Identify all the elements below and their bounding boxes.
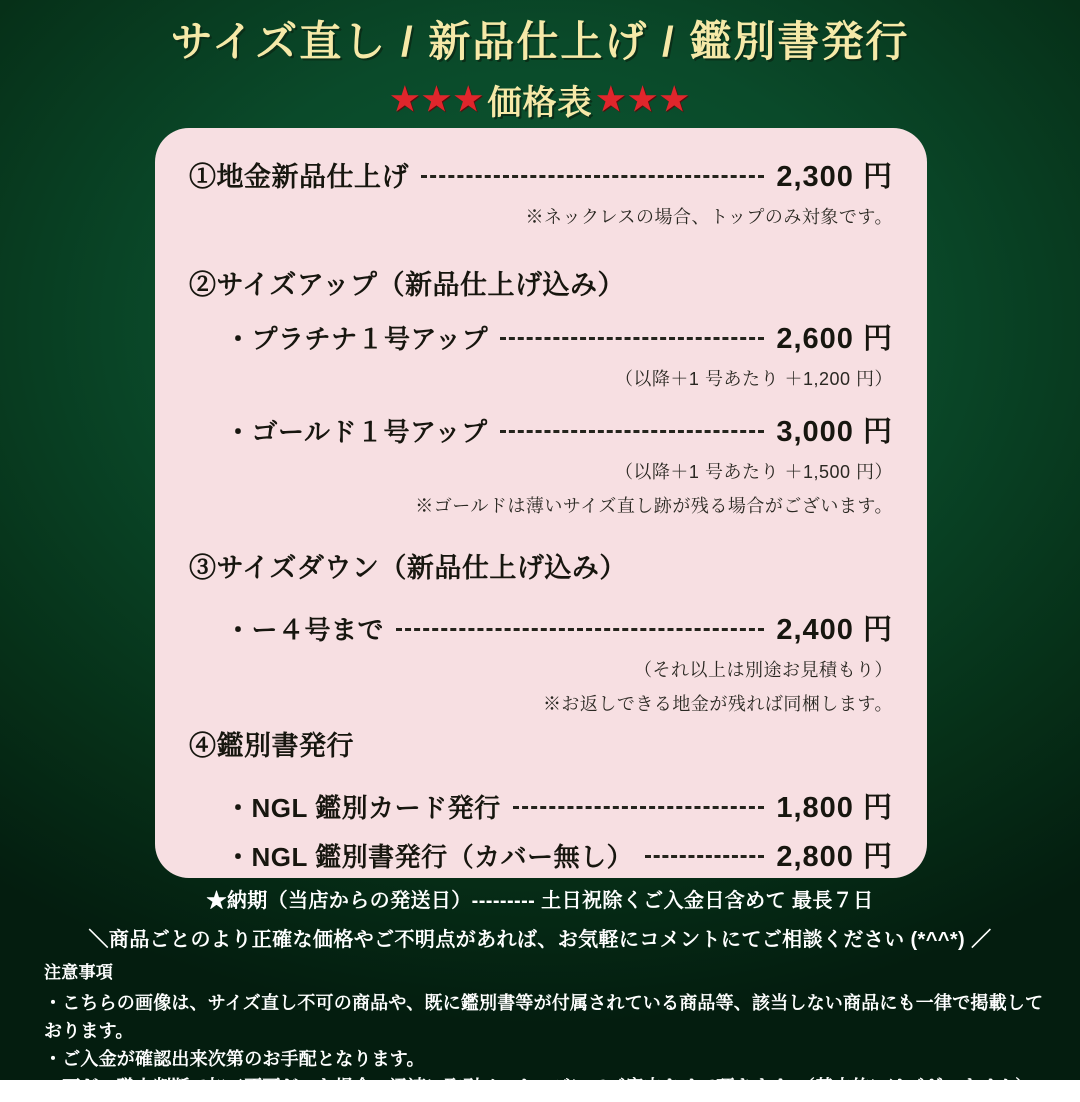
price-row-gold-up — [225, 409, 893, 450]
star-icon: ★ — [422, 81, 452, 117]
gold-up-price: 3,000 円 — [776, 416, 893, 448]
platinum-up-price: 2,600 円 — [776, 323, 893, 355]
header — [0, 0, 1080, 124]
item1-price: 2,300 円 — [776, 161, 893, 193]
ngl-cert-price: 2,800 円 — [776, 841, 893, 873]
size-down-note: （それ以上は別途お見積もり） — [634, 660, 893, 680]
star-icon: ★ — [628, 81, 658, 117]
dotted-leader — [645, 855, 764, 858]
item1-title: ①地金新品仕上げ — [189, 162, 409, 192]
section3-heading: ③サイズダウン（新品仕上げ込み） — [189, 553, 627, 583]
ngl-card-price: 1,800 円 — [776, 792, 893, 824]
size-down-price: 2,400 円 — [776, 614, 893, 646]
bottom-info — [0, 884, 1080, 952]
item1-note: ※ネックレスの場合、トップのみ対象です。 — [525, 207, 893, 227]
price-row-size-down — [225, 607, 893, 648]
section2-footnote: ※ゴールドは薄いサイズ直し跡が残る場合がございます。 — [415, 496, 893, 516]
notes-line: ・万が一職人判断で加工不可だった場合、迅速に取引メッセージにてご案内させて頂きます。（基本的にはございません） — [44, 1076, 1034, 1097]
price-card — [155, 128, 927, 878]
price-row-platinum-up — [225, 316, 893, 357]
price-row-item1 — [189, 154, 893, 195]
section2-heading: ②サイズアップ（新品仕上げ込み） — [189, 270, 625, 300]
notes-heading: 注意事項 — [44, 963, 114, 982]
section4-heading: ④鑑別書発行 — [189, 731, 354, 761]
notes-line: ・こちらの画像は、サイズ直し不可の商品や、既に鑑別書等が付属されている商品等、該当しない商品にも一律で掲載しております。 — [44, 993, 1044, 1041]
platinum-up-title: ・プラチナ１号アップ — [225, 324, 489, 354]
ngl-card-title: ・NGL 鑑別カード発行 — [225, 793, 501, 823]
page-title: サイズ直し / 新品仕上げ / 鑑別書発行 — [170, 18, 910, 65]
dotted-leader — [500, 430, 765, 433]
dotted-leader — [421, 175, 764, 178]
star-icon: ★ — [659, 81, 690, 117]
subtitle-label: 価格表 — [487, 83, 593, 122]
star-icon: ★ — [596, 81, 627, 117]
contact-line: ＼商品ごとのより正確な価格やご不明点があれば、お気軽にコメントにてご相談ください (*^^*) ／ — [88, 929, 992, 951]
delivery-line: ★納期（当店からの発送日）--------- 土日祝除くご入金日含めて 最長７日 — [206, 890, 874, 912]
notes-block — [44, 958, 1044, 1102]
gold-up-title: ・ゴールド１号アップ — [225, 417, 488, 447]
dotted-leader — [513, 806, 765, 809]
size-down-title: ・ー４号まで — [225, 615, 385, 645]
gold-up-note: （以降＋1 号あたり ＋1,500 円） — [614, 462, 893, 482]
star-icon: ★ — [390, 81, 421, 117]
price-row-ngl-cert — [225, 834, 893, 875]
ngl-cert-title: ・NGL 鑑別書発行（カバー無し） — [225, 842, 634, 872]
section3-footnote: ※お返しできる地金が残れば同梱します。 — [542, 694, 893, 714]
price-row-ngl-card — [225, 785, 893, 826]
dotted-leader — [500, 337, 764, 340]
platinum-up-note: （以降＋1 号あたり ＋1,200 円） — [614, 369, 893, 389]
dotted-leader — [396, 628, 764, 631]
subtitle-row — [0, 75, 1080, 124]
star-icon: ★ — [453, 81, 484, 117]
notes-line: ・ご入金が確認出来次第のお手配となります。 — [44, 1048, 425, 1069]
